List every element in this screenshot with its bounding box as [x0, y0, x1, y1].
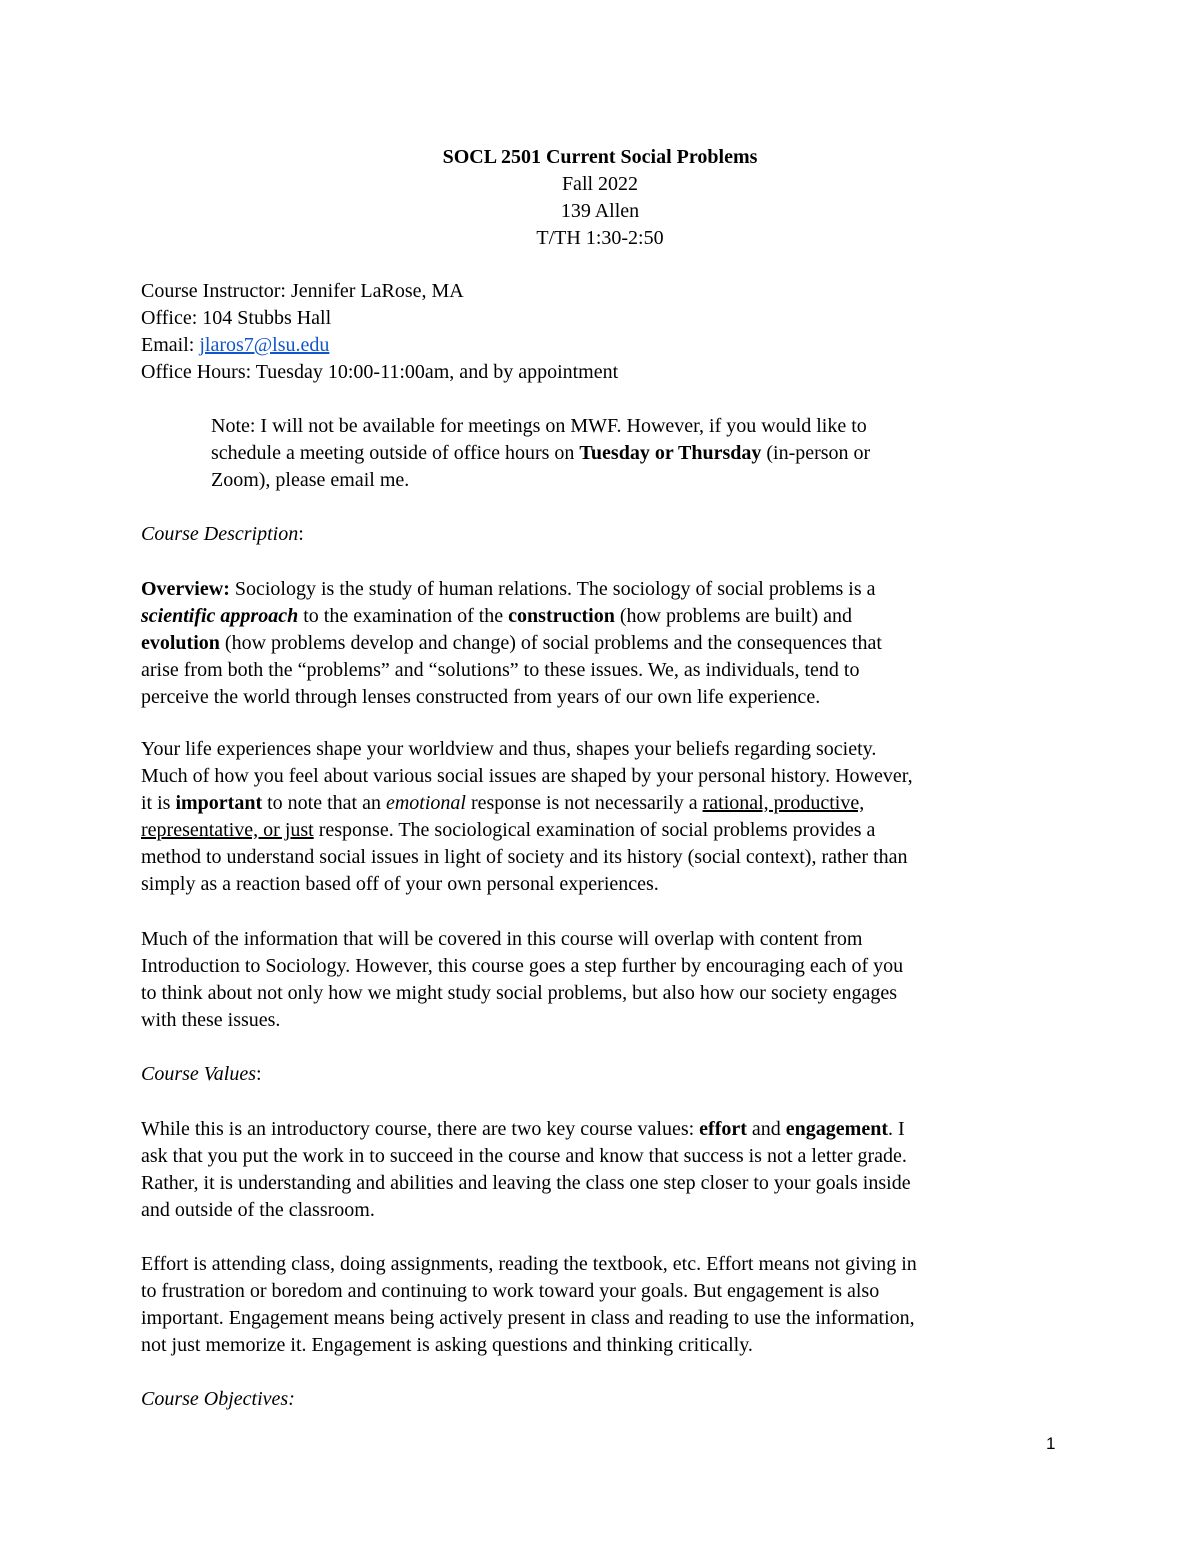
emphasis-text: evolution	[141, 632, 220, 654]
email-label: Email:	[141, 334, 200, 356]
description-paragraph-overview	[141, 576, 1061, 711]
paragraph-text: While this is an introductory course, there are two key course values:	[141, 1118, 700, 1140]
note-text: (in-person or	[761, 442, 871, 464]
section-heading: Course Description	[141, 523, 299, 545]
paragraph-line: to think about not only how we might study social problems, but also how our society engages	[141, 982, 898, 1004]
section-heading: Course Values	[141, 1063, 256, 1085]
course-schedule: T/TH 1:30-2:50	[536, 227, 664, 249]
email-link[interactable]: jlaros7@lsu.edu	[199, 334, 330, 356]
paragraph-line: Much of how you feel about various social issues are shaped by your personal history. However,	[141, 765, 913, 787]
note-text: schedule a meeting outside of office hours on	[211, 442, 580, 464]
description-paragraph-overlap	[141, 926, 1061, 1034]
paragraph-line	[141, 790, 1061, 817]
instructor-office: Office: 104 Stubbs Hall	[141, 307, 332, 329]
underlined-text: representative, or just	[141, 819, 314, 841]
paragraph-line: with these issues.	[141, 1009, 281, 1031]
paragraph-line	[141, 576, 1061, 603]
section-heading: Course Objectives:	[141, 1388, 295, 1410]
paragraph-line: Introduction to Sociology. However, this course goes a step further by encouraging each of you	[141, 955, 904, 977]
paragraph-text: it is	[141, 792, 176, 814]
note-emphasis: Tuesday or Thursday	[579, 442, 762, 464]
paragraph-text: response. The sociological examination of social problems provides a	[313, 819, 876, 841]
paragraph-text: to note that an	[262, 792, 386, 814]
instructor-email-line	[141, 332, 1061, 359]
note-line: Zoom), please email me.	[211, 469, 410, 491]
paragraph-line: Effort is attending class, doing assignments, reading the textbook, etc. Effort means not giving in	[141, 1253, 917, 1275]
course-title: SOCL 2501 Current Social Problems	[442, 146, 758, 168]
heading-colon: :	[256, 1063, 262, 1085]
emphasis-text: scientific approach	[141, 605, 299, 627]
paragraph-text: Sociology is the study of human relations. The sociology of social problems is a	[229, 578, 876, 600]
page-number: 1	[1046, 1434, 1056, 1453]
instructor-name: Course Instructor: Jennifer LaRose, MA	[141, 280, 464, 302]
emphasis-text: effort	[699, 1118, 747, 1140]
note-line: Note: I will not be available for meetings on MWF. However, if you would like to	[211, 415, 867, 437]
emphasis-text: emotional	[385, 792, 466, 814]
paragraph-line: ask that you put the work in to succeed in the course and know that success is not a letter grade.	[141, 1145, 907, 1167]
availability-note	[211, 413, 1041, 494]
course-term: Fall 2022	[561, 173, 639, 195]
paragraph-line: arise from both the “problems” and “solutions” to these issues. We, as individuals, tend to	[141, 659, 860, 681]
paragraph-line: and outside of the classroom.	[141, 1199, 375, 1221]
paragraph-line	[141, 817, 1061, 844]
paragraph-line: important. Engagement means being actively present in class and reading to use the information,	[141, 1307, 915, 1329]
paragraph-line: Much of the information that will be covered in this course will overlap with content from	[141, 928, 863, 950]
paragraph-line: Your life experiences shape your worldview and thus, shapes your beliefs regarding society.	[141, 738, 877, 760]
paragraph-text: (how problems develop and change) of social problems and the consequences that	[219, 632, 882, 654]
paragraph-text: to the examination of the	[298, 605, 509, 627]
course-header	[0, 144, 1200, 252]
paragraph-text: and	[746, 1118, 786, 1140]
instructor-info	[141, 278, 1061, 386]
course-room: 139 Allen	[560, 200, 640, 222]
emphasis-text: construction	[508, 605, 615, 627]
emphasis-text: engagement	[785, 1118, 888, 1140]
course-description-heading	[141, 521, 1061, 548]
values-paragraph-effort	[141, 1251, 1061, 1359]
paragraph-line	[141, 630, 1061, 657]
paragraph-text: . I	[887, 1118, 905, 1140]
paragraph-line	[141, 603, 1061, 630]
paragraph-line: method to understand social issues in light of society and its history (social context), rather than	[141, 846, 908, 868]
values-paragraph-key-values	[141, 1116, 1061, 1224]
paragraph-line: Rather, it is understanding and abilities and leaving the class one step closer to your goals inside	[141, 1172, 911, 1194]
underlined-text: rational, productive,	[702, 792, 865, 814]
emphasis-text: important	[175, 792, 263, 814]
course-values-heading	[141, 1061, 1061, 1088]
office-hours: Office Hours: Tuesday 10:00-11:00am, and by appointment	[141, 361, 619, 383]
paragraph-line: not just memorize it. Engagement is asking questions and thinking critically.	[141, 1334, 753, 1356]
paragraph-line: simply as a reaction based off of your own personal experiences.	[141, 873, 659, 895]
paragraph-text: response is not necessarily a	[465, 792, 703, 814]
course-objectives-heading	[141, 1386, 1061, 1413]
note-line	[211, 440, 1041, 467]
paragraph-line	[141, 1116, 1061, 1143]
heading-colon: :	[298, 523, 304, 545]
paragraph-line: perceive the world through lenses constructed from years of our own life experience.	[141, 686, 821, 708]
description-paragraph-experience	[141, 736, 1061, 898]
overview-label: Overview:	[141, 578, 230, 600]
paragraph-text: (how problems are built) and	[614, 605, 853, 627]
paragraph-line: to frustration or boredom and continuing to work toward your goals. But engagement is also	[141, 1280, 880, 1302]
